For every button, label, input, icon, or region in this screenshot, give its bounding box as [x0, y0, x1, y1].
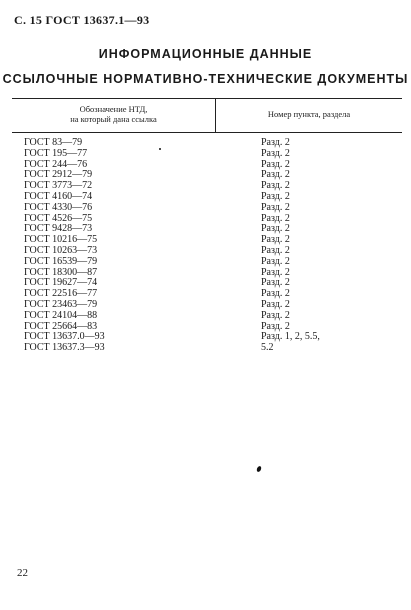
document-designation: ГОСТ 18300—87 [24, 266, 98, 278]
section-reference: Разд. 2 [261, 277, 290, 289]
table-row [24, 257, 394, 268]
section-reference: Разд. 2 [261, 266, 290, 278]
document-designation: ГОСТ 10216—75 [24, 234, 98, 246]
section-reference: Разд. 2 [261, 320, 290, 332]
section-reference: Разд. 2 [261, 244, 290, 256]
section-reference: Разд. 2 [261, 298, 290, 310]
table-top-rule [12, 98, 402, 99]
table-row [24, 149, 394, 160]
section-title: ССЫЛОЧНЫЕ НОРМАТИВНО-ТЕХНИЧЕСКИЕ ДОКУМЕНТЫ [2, 72, 409, 86]
scan-speck [159, 148, 161, 150]
document-designation: ГОСТ 244—76 [24, 158, 88, 170]
table-row [24, 343, 394, 354]
section-reference: 5.2 [261, 342, 274, 354]
column-header-document-line1: Обозначение НТД, [79, 104, 148, 114]
section-reference: Разд. 2 [261, 212, 290, 224]
column-header-document-line2: на который дана ссылка [70, 114, 157, 124]
section-reference: Разд. 2 [261, 223, 290, 235]
table-row [24, 203, 394, 214]
document-designation: ГОСТ 83—79 [24, 137, 83, 148]
page-number: 22 [17, 567, 28, 579]
section-reference: Разд. 2 [261, 255, 290, 267]
document-designation: ГОСТ 16539—79 [24, 255, 98, 267]
section-reference: Разд. 2 [261, 137, 290, 148]
column-header-document [12, 104, 215, 124]
section-reference: Разд. 2 [261, 288, 290, 300]
document-designation: ГОСТ 22516—77 [24, 288, 98, 300]
section-reference: Разд. 2 [261, 190, 290, 202]
document-designation: ГОСТ 2912—79 [24, 169, 93, 181]
section-reference: Разд. 2 [261, 180, 290, 192]
page-title: ИНФОРМАЦИОННЫЕ ДАННЫЕ [98, 47, 313, 61]
document-designation: ГОСТ 4160—74 [24, 190, 93, 202]
section-reference: Разд. 2 [261, 158, 290, 170]
document-designation: ГОСТ 9428—73 [24, 223, 93, 235]
section-reference: Разд. 2 [261, 169, 290, 181]
document-designation: ГОСТ 10263—73 [24, 244, 98, 256]
section-reference: Разд. 2 [261, 309, 290, 321]
document-designation: ГОСТ 4526—75 [24, 212, 93, 224]
section-reference: Разд. 1, 2, 5.5, [261, 331, 320, 343]
section-reference: Разд. 2 [261, 147, 290, 159]
document-designation: ГОСТ 24104—88 [24, 309, 98, 321]
document-designation: ГОСТ 23463—79 [24, 298, 98, 310]
document-designation: ГОСТ 195—77 [24, 147, 88, 159]
scan-speck [256, 465, 262, 472]
document-designation: ГОСТ 13637.3—93 [24, 342, 105, 354]
section-reference: Разд. 2 [261, 234, 290, 246]
document-designation: ГОСТ 3773—72 [24, 180, 93, 192]
column-header-section: Номер пункта, раздела [267, 109, 351, 119]
document-designation: ГОСТ 4330—76 [24, 201, 93, 213]
table-header-rule [12, 132, 402, 133]
document-designation: ГОСТ 25664—83 [24, 320, 98, 332]
reference-table-body [24, 138, 394, 354]
document-designation: ГОСТ 19627—74 [24, 277, 98, 289]
table-row [24, 311, 394, 322]
section-reference: Разд. 2 [261, 201, 290, 213]
document-designation: ГОСТ 13637.0—93 [24, 331, 105, 343]
running-header: С. 15 ГОСТ 13637.1—93 [14, 13, 150, 27]
